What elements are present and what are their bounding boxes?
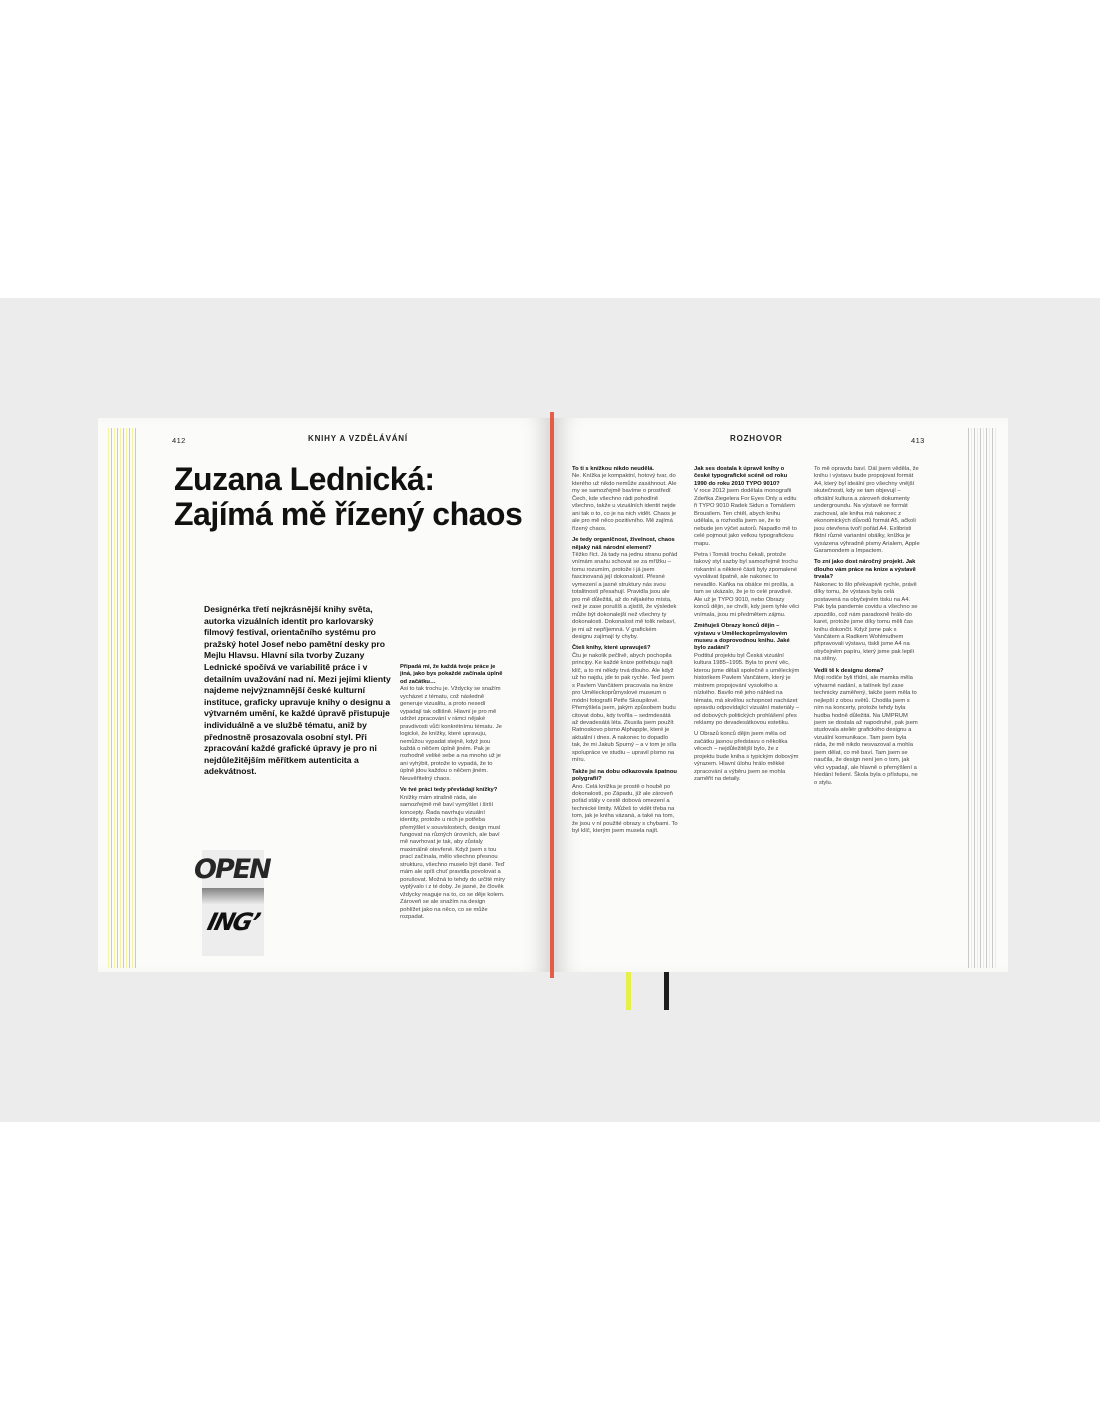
text-column-3 bbox=[814, 466, 920, 791]
spine-red-edge bbox=[550, 412, 554, 978]
interview-question: Čteš knihy, které upravuješ? bbox=[572, 645, 651, 652]
left-page bbox=[98, 418, 548, 972]
text-column-1 bbox=[572, 466, 678, 840]
interview-question: Je tedy organičnost, živelnost, chaos nějaký náš národní element? bbox=[572, 537, 675, 551]
interview-answer: Podtitul projektu byl Česká vizuální kultura 1985–1995. Byla to první věc, kterou jsme dělali společně s uměleckým historikem Pavlem Vančátem, který je mistrem propojování vysokého a nízkého. Bavilo mě jeho náhled na témata, má skvělou schopnost nacházet opravdu odpovídající vizuální materiály – od dobových politických prohlášení přes reklamy po devadesátkovou estetiku. bbox=[694, 652, 800, 726]
photo-word-2: ING’ bbox=[204, 908, 262, 936]
interview-answer: Petra i Tomáš trochu čekali, protože takový styl sazby byl samozřejmě trochu riskantní a některé části byly zpomalené vyvolávat špatně, ale nakonec to nevadilo. Kaňka na obálce mi prošla, a tam se ukázalo, že je to celé pravdivé. Ale už je TYPO 9010, nebo Obrazy konců dějin, se chvíli, kdy jsem tyhle věci vnímala, jsou mi předmětem zájmu. bbox=[694, 551, 800, 618]
photo-blur bbox=[202, 888, 264, 904]
running-head-left: KNIHY A VZDĚLÁVÁNÍ bbox=[308, 434, 408, 443]
interview-question: Zmiňuješ Obrazy konců dějin – výstavu v Uměleckoprůmyslovém museu a doprovodnou knihu. Jaké bylo zadání? bbox=[694, 623, 790, 652]
interview-answer: Asi to tak trochu je. Vždycky se snažím vycházet z tématu, což následně generuje vizualitu, a proto nesedí vypadají tak odlišně. Hlavní je pro mě udržet zpracování v rámci nějaké pravdivosti vůči konkrétnímu tématu. Je logické, že knížky, které upravuju, nemůžou vypadat stejně, když jsou každá o něčem úplně jiném. Pak je rozhodně veliké sebe a na mnoho už je ani vyhýbit, protože to vypadá, že to úplně jdou každou o něčem jiném. Neuvěřitelný chaos. bbox=[400, 686, 502, 782]
bookmark-ribbon-black bbox=[664, 972, 669, 1010]
interview-answer: Nakonec to šlo překvapivě rychle, právě díky tomu, že výstava byla celá postavená na obyčejném tisku na A4. Pak byla pandemie covidu a všechno se zpozdilo, což nám paradoxně hrálo do karet, protože jsme díky tomu měli čas knihu dokončit. Když jsme pak s Vančátem a Radkem Wohlmuthem připravovali výstavu, tiskli jsme A4 na obyčejném papíru, který jsme pak lepili na stěny. bbox=[814, 581, 918, 663]
interview-answer: V roce 2012 jsem dodělala monografii Zdeňka Ziegelera For Eyes Only a editu ři TYPO 9010 Radek Sidun s Tomášem Brousilem. Ten chtěl, abych knihu udělala, a rozhodla jsem se, že to nebude jen výčet autorů. Napadlo mě to celé pojmout jako velkou typografickou mapu. bbox=[694, 488, 797, 547]
interview-question: To zní jako dost náročný projekt. Jak dlouho vám práce na knize a výstavě trvala? bbox=[814, 559, 916, 581]
page-edges-right bbox=[968, 428, 998, 968]
interview-answer: To mě opravdu baví. Dál jsem věděla, že knihu i výstavu bude propojovat formát A4, který byl ideální pro všechny vnější skutečnosti, kdy se tam objevují – oficiální kultura a zároveň dokumenty undergroundu. Na výstavě se formát zachoval, ale kniha má nakonec z ekonomických důvodů formát A5, ačkoli jsou otevřena tvoří pořád A4. Exlibristi fiktní různé variantní obálky, knížka je vysázena výhradně písmy Arialem, Apple Garamondem a Impactem. bbox=[814, 466, 920, 554]
headline-line-1: Zuzana Lednická: bbox=[174, 461, 435, 497]
running-head-right: ROZHOVOR bbox=[730, 434, 783, 443]
interview-answer: U Obrazů konců dějin jsem měla od začátku jasnou představu o několika věcech – nejdůležitější bylo, že z projektu bude kniha s typickým dobovým výrazem. Hlavní úlohu hrálo měkké zpracování a výběru jsem se mohla zaměřit na detaily. bbox=[694, 731, 799, 783]
photo-word-1: OPEN bbox=[194, 854, 270, 885]
headline-line-2: Zajímá mě řízený chaos bbox=[174, 496, 523, 532]
article-headline bbox=[174, 462, 544, 532]
opening-photo bbox=[194, 850, 270, 956]
interview-answer: Ano. Celá knížka je prostě o houbě po dokonalosti, po Západu, jíž ale zároveň pořád stály v cestě dobová omezení a technické limity. Můžeš to vidět třeba na tom, jak je kniha vázaná, a také na tom, že jsou v ní použité obrazy s chybami. To byl klíč, kterým jsem musela najít. bbox=[572, 783, 678, 835]
open-book bbox=[98, 418, 1008, 972]
bookmark-ribbon-yellow bbox=[626, 972, 631, 1010]
interview-answer: Knížky mám strašně ráda, ale samozřejmě mě baví vymýšlet i širší koncepty. Řada navrhuju vizuální identity, protože u nich je potřeba přemýšlet v souvislostech, design musí fungovat na různých úrovních, ale baví mě navrhovat je tak, aby zůstaly maximálně otevřené. Když jsem s tou prací začínala, mělo všechno přesnou strukturu, všechno muselo být dané. Teď mám ale spíš chuť pravidla povolovat a porušovat. Možná to tehdy do určité míry vyplývalo i z té doby. Je jasné, že člověk vždycky reaguje na to, co se děje kolem. Zároveň se ale snažím na design pohlížet jako na něco, co se může rozpadat. bbox=[400, 794, 506, 920]
interview-question: To ti s knížkou nikdo neudělá. bbox=[572, 466, 655, 472]
interview-question: Takže jsi na dobu odkazovala špatnou polygrafií? bbox=[572, 768, 677, 783]
interview-answer: Čtu je nakolik pečlivě, abych pochopila principy. Ke každé knize potřebuju najít klíč, a to mi někdy trvá dlouho. Ale když už ho najdu, jde to pak rychle. Teď jsem s Pavlem Vančátem pracovala na knize pro Uměleckoprůmyslové museum o módní fotografii Petře Skoupilové. Přemýšlela jsem, jakým způsobem budu citovat dobu, kdy tvořila – sedmdesátá až devadesátá léta. Zkusila jsem použít Ratnoskovo písmo Alphapple, které je aktuální i dnes. A nakonec to dopadlo tak, že mi Jakub Spurný – a v tom je síla spolupráce ve studiu – upravil písmo na míru. bbox=[572, 652, 677, 764]
interview-answer: Ne. Knížka je kompaktní, hotový tvar, do kterého už nikdo nemůže zasáhnout. Ale my se samozřejmě bavíme o prostředí Čech, kde všechno rádi pohodlně všechno, takže u vizuálních identit nejde ani tak o to, co je na nich vidět. Chaos je ale pro mě něco pozitivního. Mě zajímá řízený chaos. bbox=[572, 473, 677, 532]
page-edges-left bbox=[108, 428, 138, 968]
interview-answer: Moji rodiče byli třídní, ale mamka měla výtvarné nadání, a tatínek byl zase technicky zaměřený, takže jsem měla to nejlepší z obou světů. Chodila jsem s ním na koncerty, protože tehdy byla hudba hodně důležitá. Na UMPRUM jsem se dostala až napodruhé, pak jsem studovala ateliér grafického designu a vizuální komunikace. Tam jsem byla ráda, že mě nikdo nesvazoval a mohla jsem dělat, co mě baví. Tam jsem se naučila, že design není jen o tom, jak věci vypadají, ale hlavně o přemýšlení a hledání řešení. Škola byla o přístupu, ne o stylu. bbox=[814, 675, 918, 786]
interview-question: Ve tvé práci tedy převládají knížky? bbox=[400, 787, 498, 794]
interview-question: Připadá mi, že každá tvoje práce je jiná, jako bys pokaždé začínala úplně od začátku… bbox=[400, 664, 503, 685]
interview-answer: Těžko říct. Já tady na jednu stranu pořád vnímám snahu schovat se za mřížku – tomu rozumím, protože i já jsem fascinovaná její dokonalostí. Přesné vymezení a jasné struktury nás svou totalitností přesahují. Pravidla jsou ale pro mě důležitá, až do nějakého místa, než je zase porušíš a zjistíš, že výsledek může být dokonalejší než všechny ty dokonalosti. Dokonalost mě tolik nebaví, je mi až nepříjemná. V grafickém designu zajímají ty chyby. bbox=[572, 551, 678, 640]
page-number-left: 412 bbox=[172, 436, 186, 445]
interview-question: Jak ses dostala k úpravě knihy o české typografické scéně od roku 1990 do roku 2010 TYPO 9010? bbox=[694, 466, 788, 487]
right-page bbox=[556, 418, 1008, 972]
text-column-2 bbox=[694, 466, 800, 788]
lede-paragraph: Designérka třetí nejkrásnější knihy světa, autorka vizuálních identit pro karlovarský filmový festival, orientačního systému pro pražský hotel Josef nebo pamětní desky pro Mejlu Hlavsu. Hlavní síla tvorby Zuzany Lednické spočívá ve variabilitě práce i v detailním uvažování nad ní. Mezi jejími klienty najdeme nejvýznamnější české kulturní instituce, graficky upravuje knihy o designu a výtvarném umění, ke každé úpravě přistupuje individuálně a ve službě tématu, aniž by přednostně prosazovala osobní styl. Při zpracování každé grafické úpravy je pro ni nejdůležitějším měřítkem autenticita a adekvátnost. bbox=[204, 604, 391, 777]
page-number-right: 413 bbox=[911, 436, 925, 445]
text-column-left bbox=[400, 664, 506, 925]
interview-question: Vedli tě k designu doma? bbox=[814, 667, 884, 674]
